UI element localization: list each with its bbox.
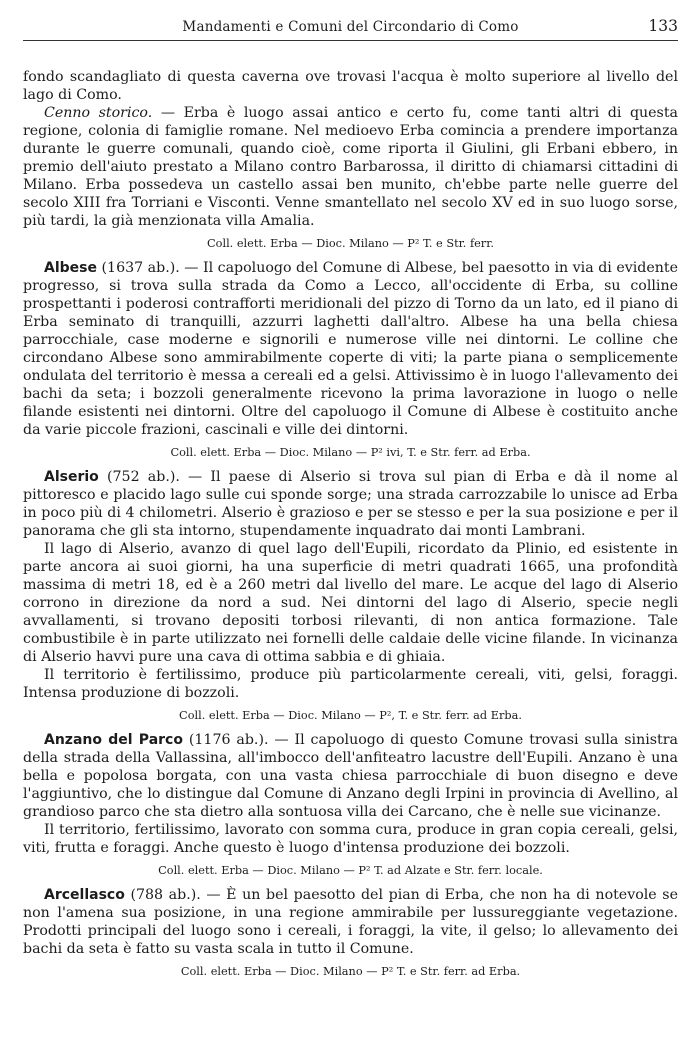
entry-headword: Anzano del Parco — [44, 732, 183, 748]
cenno-storico-paragraph — [23, 104, 678, 230]
entry-population: (752 ab.). — [98, 469, 180, 485]
entry-paragraph — [23, 886, 678, 958]
entry-paragraph: Il lago di Alserio, avanzo di quel lago dell'Eupili, ricordato da Plinio, ed esistente in parte ancora ai suoi giorni, ha una superficie di metri quadrati 1665, una profondità massima di metri 18, ed è a 260 metri dal livello del mare. Le acque del lago di Alserio corrono in direzione da nord a sud. Nei dintorni del lago di Alserio, specie negli avvallamenti, si trovano depositi torbosi rilevanti, di non antica formazione. Tale combustibile è in parte utilizzato nei fornelli delle caldaie delle vicine filande. In vicinanza di Alserio havvi pure una cava di ottima sabbia e di ghiaia. — [23, 541, 678, 665]
entry-paragraph — [23, 259, 678, 439]
entry-paragraph — [23, 468, 678, 540]
entry-paragraph: Il territorio, fertilissimo, lavorato con somma cura, produce in gran copia cereali, gelsi, viti, frutta e foraggi. Anche questo è luogo d'intensa produzione dei bozzoli. — [23, 822, 678, 856]
collegio-line: Coll. elett. Erba — Dioc. Milano — P² T. e Str. ferr. — [207, 237, 494, 250]
entry-population: (1176 ab.). — [182, 732, 269, 748]
entry-arcellasco — [23, 886, 678, 979]
entry-text: — Il capoluogo di questo Comune trovasi sulla sinistra della strada della Vallassina, all'imbocco dell'anfiteatro lacustre dell'Eupili. Anzano è una bella e popolosa borgata, con una vasta chiesa parrocchiale di buon disegno e deve l'aggiuntivo, che lo distingue dal Comune di Anzano degli Irpini in provincia di Avellino, al grandioso parco che sta dietro alla sontuosa villa dei Carcano, che è nelle sue vicinanze. — [23, 732, 678, 820]
running-header — [23, 0, 678, 41]
entry-alserio — [23, 468, 678, 723]
entry-paragraph — [23, 731, 678, 821]
collegio-line: Coll. elett. Erba — Dioc. Milano — P² T. ad Alzate e Str. ferr. locale. — [158, 864, 543, 877]
entry-paragraph: Il territorio è fertilissimo, produce più particolarmente cereali, viti, gelsi, foraggi. Intensa produzione di bozzoli. — [23, 667, 678, 701]
entry-headword: Albese — [44, 260, 97, 276]
collegio-line: Coll. elett. Erba — Dioc. Milano — P², T. e Str. ferr. ad Erba. — [179, 709, 522, 722]
entry-text: — È un bel paesotto del pian di Erba, che non ha di notevole se non l'amena sua posizione, in una regione ammirabile per lussureggiante vegetazione. Prodotti principali del luogo sono i cereali, i foraggi, la vite, il gelso; lo allevamento dei bachi da seta è fatto su vasta scala in tutto il Comune. — [23, 887, 678, 957]
entry-text: — Il capoluogo del Comune di Albese, bel paesotto in via di evidente progresso, si trova sulla strada da Como a Lecco, all'occidente di Erba, su colline prospettanti i poderosi contrafforti meridionali del pizzo di Torno da un lato, ed il piano di Erba seminato di tranquilli, azzurri laghetti dall'altro. Albese ha una bella chiesa parrocchiale, case moderne e signorili e numerose ville nei dintorni. Le colline che circondano Albese sono ammirabilmente coperte di viti; la parte piana o semplicemente ondulata del territorio è messa a cereali ed a gelsi. Attivissimo è in luogo l'allevamento dei bachi da seta; i bozzoli generalmente ricevono la prima lavorazione in luogo o nelle filande esistenti nei dintorni. Oltre del capoluogo il Comune di Albese è costituito anche da varie piccole frazioni, cascinali e ville dei dintorni. — [23, 260, 678, 438]
page-number: 133 — [648, 17, 678, 35]
entry-headword: Alserio — [44, 469, 99, 485]
page — [23, 0, 678, 984]
entry-population: (1637 ab.). — [96, 260, 180, 276]
continued-paragraph: fondo scandagliato di questa caverna ove trovasi l'acqua è molto superiore al livello del lago di Como. — [23, 69, 678, 103]
page-body — [23, 68, 678, 979]
cenno-storico-label: Cenno storico. — [44, 105, 153, 121]
collegio-line: Coll. elett. Erba — Dioc. Milano — P² T. e Str. ferr. ad Erba. — [180, 965, 521, 978]
entry-anzano-del-parco — [23, 731, 678, 878]
running-title: Mandamenti e Comuni del Circondario di Como — [182, 19, 519, 35]
entry-albese — [23, 259, 678, 460]
cenno-storico-text: — Erba è luogo assai antico e certo fu, come tanti altri di questa regione, colonia di famiglie romane. Nel medioevo Erba comincia a prendere importanza durante le guerre comunali, quando cioè, come riporta il Giulini, gli Erbani ebbero, in premio dell'aiuto prestato a Milano contro Barbarossa, il diritto di chiamarsi cittadini di Milano. Erba possedeva un castello assai ben munito, ch'ebbe parte nelle guerre del secolo XIII fra Torriani e Visconti. Venne smantellato nel secolo XV ed in suo luogo sorse, più tardi, la già menzionata villa Amalia. — [23, 105, 679, 229]
entry-text: — Il paese di Alserio si trova sul pian di Erba e dà il nome al pittoresco e placido lago sulle cui sponde sorge; una strada carrozzabile lo unisce ad Erba in poco più di 4 chilometri. Alserio è grazioso e per se stesso e per la sua posizione e per il panorama che gli sta intorno, stupendamente inquadrato dai monti Lambrani. — [23, 469, 678, 539]
entry-headword: Arcellasco — [44, 887, 125, 903]
collegio-line: Coll. elett. Erba — Dioc. Milano — P² ivi, T. e Str. ferr. ad Erba. — [170, 446, 531, 459]
entry-population: (788 ab.). — [124, 887, 201, 903]
